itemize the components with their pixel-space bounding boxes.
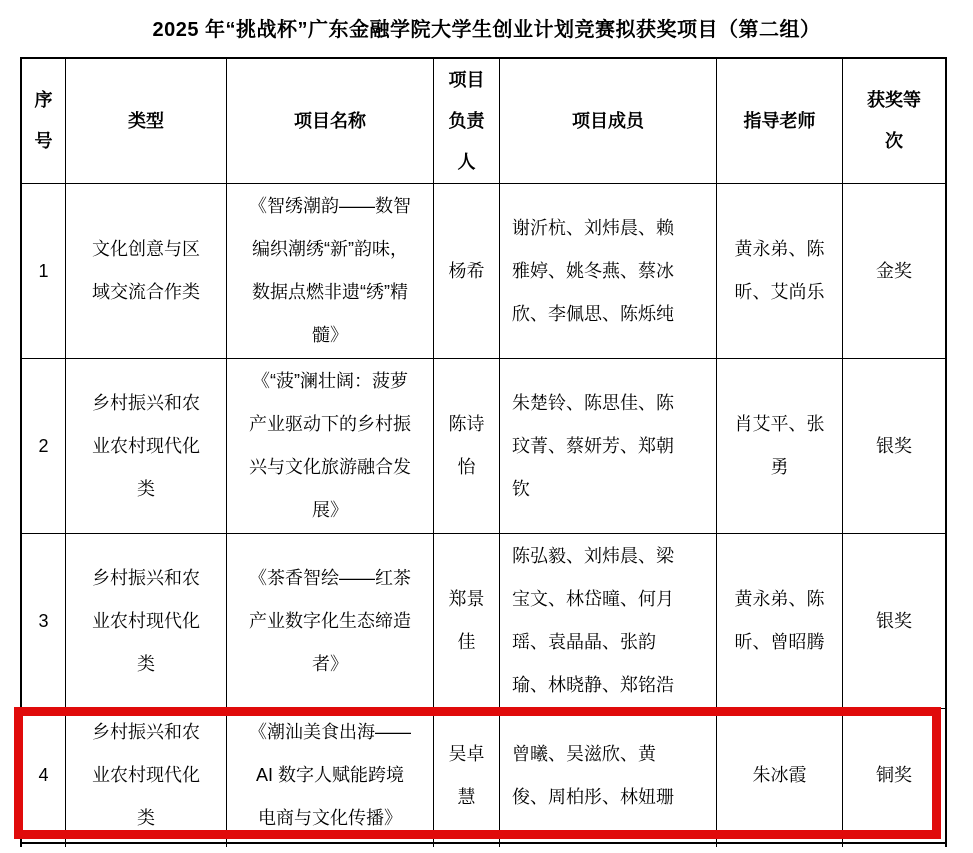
- cell-text: 获奖等次: [867, 90, 921, 151]
- cell-text: 类型: [128, 110, 164, 131]
- cell-text: 项目成员: [572, 110, 644, 131]
- cell-award: [843, 709, 945, 842]
- cell-advisors: [717, 359, 843, 534]
- cell-text: 杨希: [448, 260, 485, 281]
- cell-leader: [434, 709, 500, 842]
- cell-leader: [434, 534, 500, 709]
- cell-text: 乡村振兴和农业农村现代化类: [92, 567, 200, 674]
- page-title: 2025 年“挑战杯”广东金融学院大学生创业计划竞赛拟获奖项目（第二组）: [152, 19, 821, 41]
- cell-text: 陈诗怡: [448, 414, 485, 477]
- col-header-type: [66, 59, 227, 184]
- cell-text: 曾曦、吴滋欣、黄俊、周柏彤、林妞珊: [512, 743, 674, 807]
- col-header-award: [843, 59, 945, 184]
- table-cutoff-stubs: [20, 841, 947, 847]
- cell-text: 4: [38, 765, 49, 785]
- col-header-no: [22, 59, 66, 184]
- cell-leader: [434, 359, 500, 534]
- cell-members: [500, 359, 717, 534]
- column-stub: [843, 841, 945, 847]
- cell-text: 《茶香智绘——红茶产业数字化生态缔造者》: [249, 567, 411, 674]
- cell-no: [22, 359, 66, 534]
- cell-no: [22, 534, 66, 709]
- column-stub: [500, 841, 717, 847]
- col-header-members: [500, 59, 717, 184]
- cell-leader: [434, 184, 500, 359]
- cell-no: [22, 709, 66, 842]
- col-header-project-name: [227, 59, 434, 184]
- cell-text: 朱楚铃、陈思佳、陈玟菁、蔡妍芳、郑朝钦: [512, 392, 674, 499]
- cell-advisors: [717, 534, 843, 709]
- cell-text: 朱冰霞: [752, 765, 807, 785]
- cell-award: [843, 184, 945, 359]
- cell-text: 铜奖: [876, 765, 912, 785]
- cell-text: 项目名称: [294, 110, 366, 131]
- cell-project-name: [227, 359, 434, 534]
- cell-text: 3: [38, 610, 49, 631]
- cell-text: 乡村振兴和农业农村现代化类: [92, 722, 200, 828]
- cell-text: 指导老师: [743, 110, 816, 131]
- cell-text: 乡村振兴和农业农村现代化类: [92, 392, 200, 499]
- cell-text: 黄永弟、陈昕、艾尚乐: [734, 239, 825, 302]
- cell-type: [66, 184, 227, 359]
- column-stub: [434, 841, 500, 847]
- cell-text: 银奖: [876, 435, 912, 456]
- cell-project-name: [227, 184, 434, 359]
- cell-advisors: [717, 184, 843, 359]
- cell-type: [66, 534, 227, 709]
- column-stub: [22, 841, 66, 847]
- cell-members: [500, 534, 717, 709]
- cell-text: 吴卓慧: [448, 743, 485, 807]
- cell-text: 1: [38, 260, 49, 281]
- cell-text: 谢沂杭、刘炜晨、赖雅婷、姚冬燕、蔡冰欣、李佩思、陈烁纯: [512, 217, 674, 324]
- cell-text: 郑景佳: [448, 589, 485, 652]
- col-header-advisors: [717, 59, 843, 184]
- column-stub: [227, 841, 434, 847]
- cell-text: 《潮汕美食出海——AI 数字人赋能跨境电商与文化传播》: [249, 722, 411, 828]
- cell-project-name: [227, 534, 434, 709]
- cell-text: 2: [38, 435, 49, 456]
- cell-no: [22, 184, 66, 359]
- cell-project-name: [227, 709, 434, 842]
- cell-text: 陈弘毅、刘炜晨、梁宝文、林岱曈、何月瑶、袁晶晶、张韵瑜、林晓静、郑铭浩: [512, 546, 674, 695]
- cell-award: [843, 359, 945, 534]
- cell-type: [66, 709, 227, 842]
- cell-text: 《“菠”澜壮阔：菠萝产业驱动下的乡村振兴与文化旅游融合发展》: [249, 371, 411, 520]
- col-header-leader: [434, 59, 500, 184]
- cell-text: 银奖: [876, 610, 912, 631]
- cell-text: 项目负责人: [448, 69, 485, 172]
- cell-text: 序号: [34, 90, 53, 151]
- cell-text: 黄永弟、陈昕、曾昭腾: [734, 589, 825, 652]
- cell-advisors: [717, 709, 843, 842]
- cell-text: 《智绣潮韵——数智编织潮绣“新”韵味，数据点燃非遗“绣”精髓》: [249, 196, 411, 345]
- cell-members: [500, 709, 717, 842]
- column-stub: [66, 841, 227, 847]
- cell-text: 文化创意与区域交流合作类: [92, 239, 200, 302]
- cell-award: [843, 534, 945, 709]
- awards-table: [20, 57, 947, 844]
- column-stub: [717, 841, 843, 847]
- cell-text: 肖艾平、张勇: [734, 414, 825, 477]
- cell-type: [66, 359, 227, 534]
- cell-members: [500, 184, 717, 359]
- cell-text: 金奖: [876, 260, 912, 281]
